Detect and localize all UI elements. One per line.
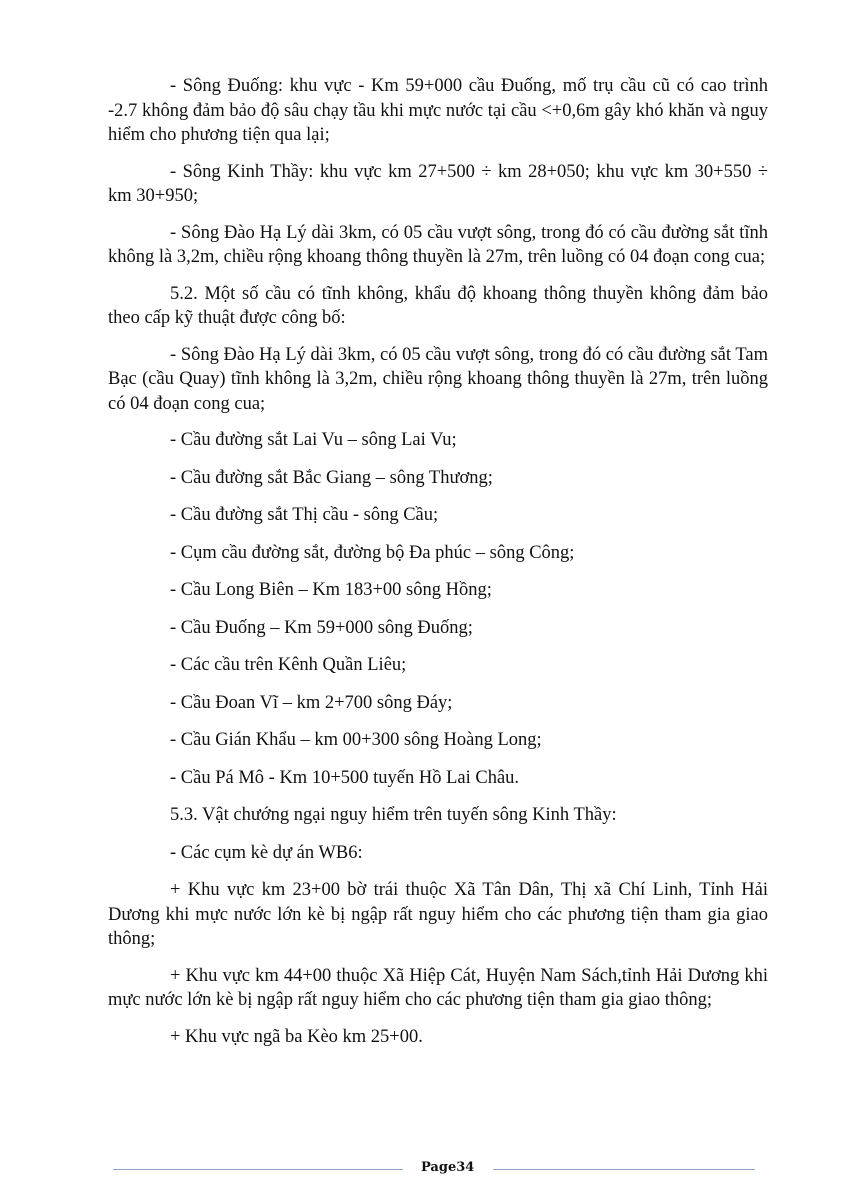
list-item: - Cầu Gián Khẩu – km 00+300 sông Hoàng Long;	[170, 730, 542, 750]
paragraph-nga-ba-keo: + Khu vực ngã ba Kèo km 25+00.	[170, 1026, 423, 1047]
page-footer	[113, 1160, 755, 1180]
list-item: - Cầu Đoan Vĩ – km 2+700 sông Đáy;	[170, 692, 453, 713]
list-item: - Cầu Đuống – Km 59+000 sông Đuống;	[170, 617, 473, 638]
footer-rule-right	[493, 1169, 755, 1170]
list-item: - Cầu đường sắt Lai Vu – sông Lai Vu;	[170, 430, 457, 450]
footer-rule-left	[113, 1169, 403, 1170]
page-content	[108, 74, 768, 1061]
list-item: - Các cụm kè dự án WB6:	[170, 842, 363, 863]
paragraph-song-kinh-thay: - Sông Kinh Thầy: khu vực km 27+500 ÷ km 28+050; khu vực km 30+550 ÷ km 30+950;	[108, 161, 768, 206]
list-item: - Cầu Long Biên – Km 183+00 sông Hồng;	[170, 580, 492, 600]
list-item: - Các cầu trên Kênh Quần Liêu;	[170, 655, 407, 675]
paragraph-song-duong: - Sông Đuống: khu vực - Km 59+000 cầu Đuống, mố trụ cầu cũ có cao trình -2.7 không đảm bảo độ sâu chạy tầu khi mực nước tại cầu <+0,6m gây khó khăn và nguy hiểm cho phương tiện qua lại;	[108, 76, 768, 145]
paragraph-song-dao-ha-ly: - Sông Đào Hạ Lý dài 3km, có 05 cầu vượt sông, trong đó có cầu đường sắt tĩnh không là 3,2m, chiều rộng khoang thông thuyền là 27m, trên luồng có 04 đoạn cong cua;	[108, 222, 768, 267]
paragraph-km-44: + Khu vực km 44+00 thuộc Xã Hiệp Cát, Huyện Nam Sách,tỉnh Hải Dương khi mực nước lớn kè bị ngập rất nguy hiểm cho các phương tiện tham gia giao thông;	[108, 965, 768, 1010]
paragraph-km-23: + Khu vực km 23+00 bờ trái thuộc Xã Tân Dân, Thị xã Chí Linh, Tỉnh Hải Dương khi mực nước lớn kè bị ngập rất nguy hiểm cho các phương tiện tham gia giao thông;	[108, 880, 768, 949]
list-item: - Cầu Pá Mô - Km 10+500 tuyến Hồ Lai Châu.	[170, 767, 520, 788]
list-item: - Cầu đường sắt Thị cầu - sông Cầu;	[170, 505, 439, 525]
list-item: - Cầu đường sắt Bắc Giang – sông Thương;	[170, 467, 493, 488]
section-5-2-heading: 5.2. Một số cầu có tĩnh không, khẩu độ khoang thông thuyền không đảm bảo theo cấp kỹ thuật được công bố:	[108, 283, 768, 328]
paragraph-tam-bac: - Sông Đào Hạ Lý dài 3km, có 05 cầu vượt sông, trong đó có cầu đường sắt Tam Bạc (cầu Quay) tĩnh không là 3,2m, chiều rộng khoang thông thuyền là 27m, trên luồng có 04 đoạn cong cua;	[108, 344, 768, 414]
list-item: - Cụm cầu đường sắt, đường bộ Đa phúc – sông Công;	[170, 542, 575, 563]
page-number: Page34	[421, 1160, 475, 1175]
section-5-3-heading: 5.3. Vật chướng ngại nguy hiểm trên tuyến sông Kinh Thầy:	[170, 805, 617, 825]
